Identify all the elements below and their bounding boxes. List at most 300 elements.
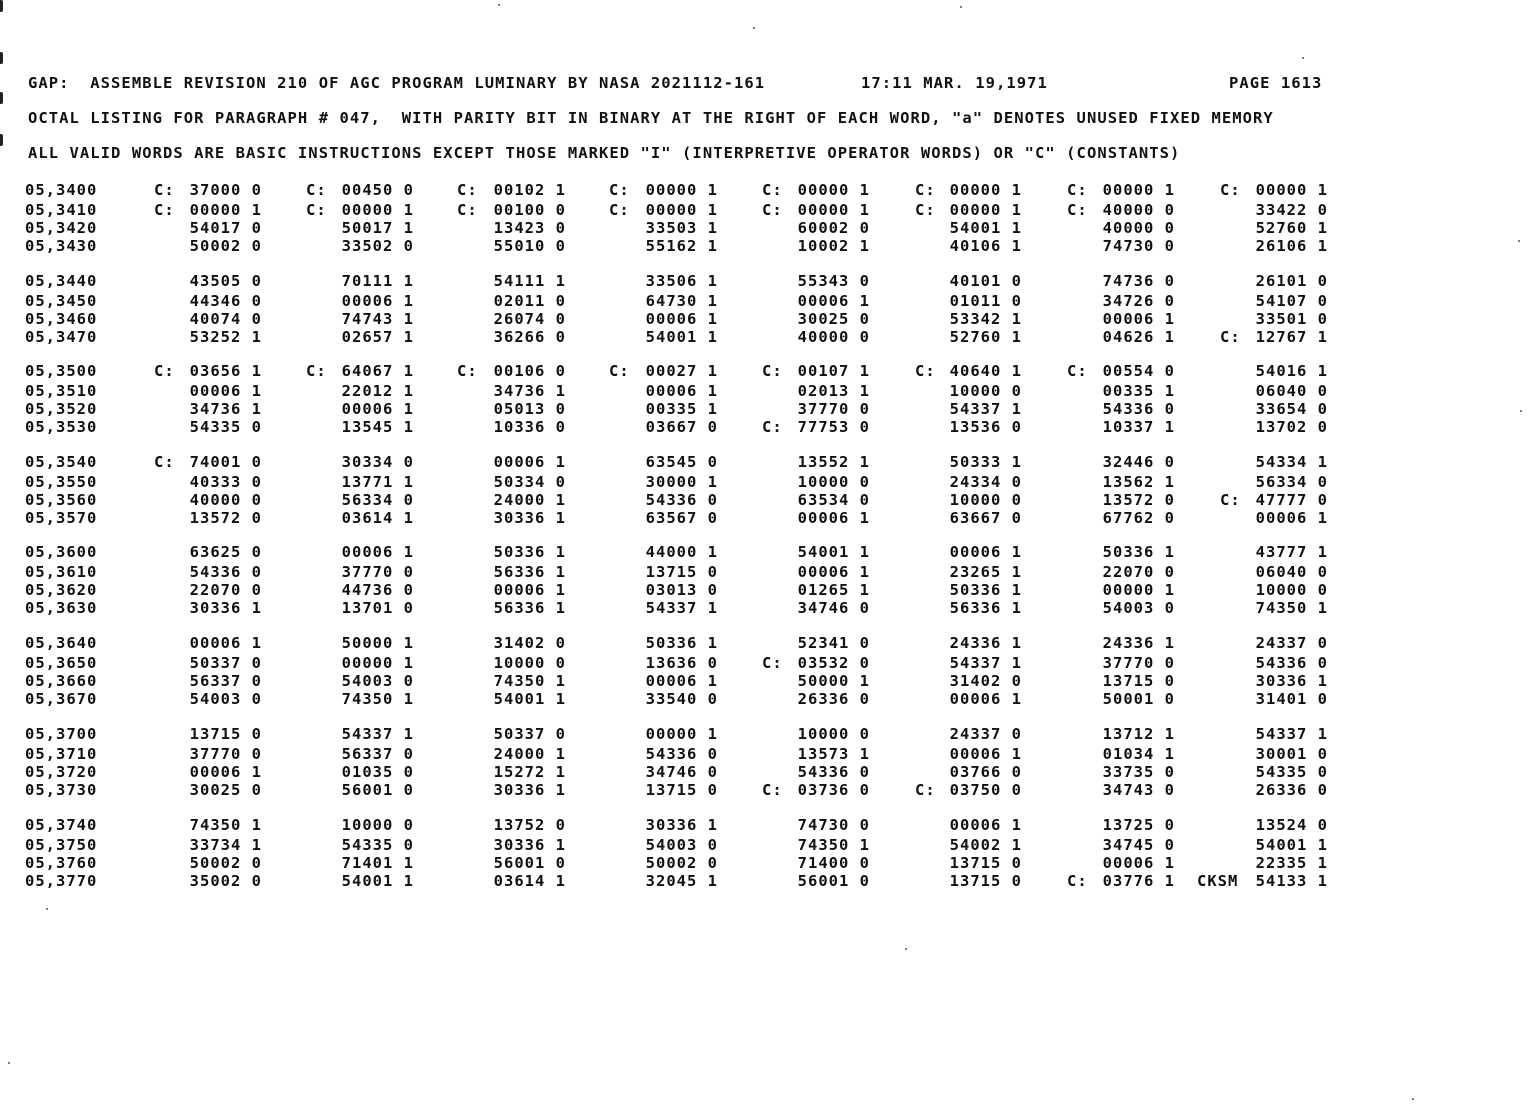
- assembly-timestamp: 17:11 MAR. 19,1971: [861, 74, 1048, 92]
- octal-word: 53252 1: [189, 328, 262, 346]
- octal-word: 50017 1: [341, 219, 414, 237]
- memory-address: 05,3710: [25, 745, 98, 763]
- octal-word: 03766 0: [949, 763, 1022, 781]
- memory-address: 05,3560: [25, 491, 98, 509]
- octal-word: 34746 0: [797, 599, 870, 617]
- constant-marker: C:: [306, 362, 327, 380]
- octal-word: 24337 0: [949, 725, 1022, 743]
- scan-speck: [8, 1062, 10, 1064]
- checksum-marker: CKSM: [1197, 872, 1239, 890]
- listing-row: [0, 781, 1530, 799]
- octal-word: 10000 0: [1255, 581, 1328, 599]
- scan-speck: [905, 948, 907, 950]
- octal-word: 03736 0: [797, 781, 870, 799]
- octal-word: 77753 0: [797, 418, 870, 436]
- octal-word: 55343 0: [797, 272, 870, 290]
- octal-word: 44736 0: [341, 581, 414, 599]
- scan-speck: [1412, 1098, 1414, 1100]
- octal-word: 00335 1: [645, 400, 718, 418]
- octal-word: 37770 0: [797, 400, 870, 418]
- octal-word: 33506 1: [645, 272, 718, 290]
- octal-word: 26101 0: [1255, 272, 1328, 290]
- memory-address: 05,3550: [25, 473, 98, 491]
- octal-word: 00000 1: [797, 201, 870, 219]
- memory-address: 05,3520: [25, 400, 98, 418]
- listing-header-line-3: ALL VALID WORDS ARE BASIC INSTRUCTIONS EXCEPT THOSE MARKED "I" (INTERPRETIVE OPERATOR WORDS) OR "C" (CONSTANTS): [28, 144, 1181, 162]
- constant-marker: C:: [1067, 362, 1088, 380]
- octal-word: 54111 1: [493, 272, 566, 290]
- octal-word: 37770 0: [341, 563, 414, 581]
- scan-speck: [753, 27, 755, 29]
- octal-word: 54337 1: [1255, 725, 1328, 743]
- octal-word: 56336 1: [493, 563, 566, 581]
- memory-address: 05,3760: [25, 854, 98, 872]
- octal-word: 30336 1: [645, 816, 718, 834]
- octal-word: 60002 0: [797, 219, 870, 237]
- octal-word: 01011 0: [949, 292, 1022, 310]
- memory-address: 05,3450: [25, 292, 98, 310]
- listing-row: [0, 690, 1530, 708]
- octal-word: 00554 0: [1102, 362, 1175, 380]
- octal-word: 30336 1: [493, 781, 566, 799]
- constant-marker: C:: [915, 181, 936, 199]
- scan-speck: [1518, 240, 1520, 242]
- octal-word: 26074 0: [493, 310, 566, 328]
- octal-word: 10000 0: [949, 382, 1022, 400]
- octal-word: 24000 1: [493, 491, 566, 509]
- octal-word: 00100 0: [493, 201, 566, 219]
- octal-word: 00006 1: [1102, 854, 1175, 872]
- memory-address: 05,3500: [25, 362, 98, 380]
- memory-address: 05,3720: [25, 763, 98, 781]
- octal-word: 30025 0: [189, 781, 262, 799]
- octal-word: 34743 0: [1102, 781, 1175, 799]
- octal-word: 54003 0: [189, 690, 262, 708]
- octal-word: 55010 0: [493, 237, 566, 255]
- octal-word: 24334 0: [949, 473, 1022, 491]
- octal-word: 34746 0: [645, 763, 718, 781]
- octal-word: 10000 0: [493, 654, 566, 672]
- octal-word: 02657 1: [341, 328, 414, 346]
- octal-word: 47777 0: [1255, 491, 1328, 509]
- octal-word: 67762 0: [1102, 509, 1175, 527]
- octal-word: 00000 1: [645, 201, 718, 219]
- listing-row: [0, 836, 1530, 854]
- octal-word: 40000 0: [797, 328, 870, 346]
- octal-word: 00006 1: [1102, 310, 1175, 328]
- octal-word: 54003 0: [1102, 599, 1175, 617]
- octal-word: 00006 1: [189, 763, 262, 781]
- octal-word: 74730 0: [1102, 237, 1175, 255]
- octal-word: 54335 0: [341, 836, 414, 854]
- scan-speck: [1302, 57, 1304, 59]
- octal-word: 54003 0: [645, 836, 718, 854]
- octal-word: 33503 1: [645, 219, 718, 237]
- octal-word: 24336 1: [949, 634, 1022, 652]
- octal-word: 13552 1: [797, 453, 870, 471]
- octal-word: 44346 0: [189, 292, 262, 310]
- scan-edge-mark: [0, 92, 3, 104]
- octal-word: 74350 1: [1255, 599, 1328, 617]
- memory-address: 05,3620: [25, 581, 98, 599]
- octal-word: 54003 0: [341, 672, 414, 690]
- octal-word: 54001 1: [797, 543, 870, 561]
- octal-word: 03776 1: [1102, 872, 1175, 890]
- listing-row: [0, 362, 1530, 380]
- scan-speck: [498, 4, 500, 6]
- octal-word: 50336 1: [1102, 543, 1175, 561]
- listing-row: [0, 328, 1530, 346]
- memory-address: 05,3540: [25, 453, 98, 471]
- octal-word: 56336 1: [493, 599, 566, 617]
- constant-marker: C:: [154, 362, 175, 380]
- octal-word: 30336 1: [493, 509, 566, 527]
- octal-word: 13701 0: [341, 599, 414, 617]
- memory-address: 05,3530: [25, 418, 98, 436]
- octal-word: 00006 1: [949, 745, 1022, 763]
- octal-word: 00000 1: [341, 201, 414, 219]
- octal-word: 50000 1: [797, 672, 870, 690]
- constant-marker: C:: [154, 453, 175, 471]
- octal-word: 74736 0: [1102, 272, 1175, 290]
- octal-word: 00000 1: [645, 181, 718, 199]
- octal-word: 33540 0: [645, 690, 718, 708]
- octal-word: 01034 1: [1102, 745, 1175, 763]
- octal-word: 53342 1: [949, 310, 1022, 328]
- octal-word: 50002 0: [189, 854, 262, 872]
- octal-word: 37000 0: [189, 181, 262, 199]
- octal-word: 54107 0: [1255, 292, 1328, 310]
- octal-word: 24337 0: [1255, 634, 1328, 652]
- octal-word: 50334 0: [493, 473, 566, 491]
- constant-marker: C:: [457, 181, 478, 199]
- octal-word: 13562 1: [1102, 473, 1175, 491]
- octal-word: 40000 0: [1102, 219, 1175, 237]
- listing-row: [0, 219, 1530, 237]
- octal-word: 32446 0: [1102, 453, 1175, 471]
- octal-word: 34745 0: [1102, 836, 1175, 854]
- constant-marker: C:: [1220, 328, 1241, 346]
- listing-row: [0, 854, 1530, 872]
- memory-address: 05,3750: [25, 836, 98, 854]
- octal-word: 55162 1: [645, 237, 718, 255]
- octal-word: 54337 1: [645, 599, 718, 617]
- octal-word: 40106 1: [949, 237, 1022, 255]
- constant-marker: C:: [306, 201, 327, 219]
- octal-word: 63667 0: [949, 509, 1022, 527]
- octal-word: 54016 1: [1255, 362, 1328, 380]
- octal-word: 52760 1: [1255, 219, 1328, 237]
- octal-word: 50001 0: [1102, 690, 1175, 708]
- octal-word: 10000 0: [797, 725, 870, 743]
- listing-row: [0, 654, 1530, 672]
- scan-edge-mark: [0, 134, 3, 146]
- octal-word: 37770 0: [189, 745, 262, 763]
- octal-word: 22070 0: [1102, 563, 1175, 581]
- octal-word: 00006 1: [645, 382, 718, 400]
- octal-word: 50337 0: [493, 725, 566, 743]
- octal-word: 33422 0: [1255, 201, 1328, 219]
- octal-word: 26336 0: [797, 690, 870, 708]
- octal-word: 00000 1: [949, 181, 1022, 199]
- octal-word: 34736 1: [493, 382, 566, 400]
- octal-word: 13712 1: [1102, 725, 1175, 743]
- constant-marker: C:: [1220, 491, 1241, 509]
- octal-word: 64067 1: [341, 362, 414, 380]
- octal-word: 00006 1: [493, 453, 566, 471]
- octal-word: 43505 0: [189, 272, 262, 290]
- octal-word: 30336 1: [189, 599, 262, 617]
- octal-word: 10000 0: [949, 491, 1022, 509]
- octal-word: 13715 0: [645, 563, 718, 581]
- octal-word: 54001 1: [645, 328, 718, 346]
- listing-row: [0, 543, 1530, 561]
- octal-word: 00006 1: [797, 563, 870, 581]
- octal-word: 00335 1: [1102, 382, 1175, 400]
- memory-address: 05,3640: [25, 634, 98, 652]
- octal-word: 00006 1: [341, 543, 414, 561]
- octal-word: 56001 0: [797, 872, 870, 890]
- octal-word: 30001 0: [1255, 745, 1328, 763]
- octal-word: 13524 0: [1255, 816, 1328, 834]
- octal-word: 63567 0: [645, 509, 718, 527]
- constant-marker: C:: [762, 201, 783, 219]
- constant-marker: C:: [1067, 181, 1088, 199]
- memory-address: 05,3770: [25, 872, 98, 890]
- octal-word: 03750 0: [949, 781, 1022, 799]
- listing-row: [0, 491, 1530, 509]
- scan-speck: [960, 6, 962, 8]
- octal-word: 03667 0: [645, 418, 718, 436]
- octal-word: 34736 1: [189, 400, 262, 418]
- octal-word: 13715 0: [949, 872, 1022, 890]
- octal-word: 00000 1: [1102, 581, 1175, 599]
- octal-word: 23265 1: [949, 563, 1022, 581]
- octal-word: 00006 1: [949, 543, 1022, 561]
- listing-row: [0, 725, 1530, 743]
- octal-word: 00006 1: [797, 292, 870, 310]
- octal-word: 33735 0: [1102, 763, 1175, 781]
- octal-word: 40640 1: [949, 362, 1022, 380]
- octal-word: 50002 0: [645, 854, 718, 872]
- octal-word: 50002 0: [189, 237, 262, 255]
- octal-word: 00000 1: [189, 201, 262, 219]
- octal-word: 56001 0: [493, 854, 566, 872]
- octal-word: 52760 1: [949, 328, 1022, 346]
- octal-word: 24000 1: [493, 745, 566, 763]
- octal-word: 00000 1: [645, 725, 718, 743]
- octal-word: 50000 1: [341, 634, 414, 652]
- octal-word: 54336 0: [645, 491, 718, 509]
- octal-word: 30334 0: [341, 453, 414, 471]
- constant-marker: C:: [762, 654, 783, 672]
- octal-word: 74350 1: [797, 836, 870, 854]
- octal-word: 15272 1: [493, 763, 566, 781]
- constant-marker: C:: [1067, 201, 1088, 219]
- listing-row: [0, 292, 1530, 310]
- octal-word: 13725 0: [1102, 816, 1175, 834]
- octal-word: 71401 1: [341, 854, 414, 872]
- octal-word: 13572 0: [189, 509, 262, 527]
- octal-word: 13572 0: [1102, 491, 1175, 509]
- constant-marker: C:: [306, 181, 327, 199]
- octal-word: 00006 1: [189, 382, 262, 400]
- octal-word: 32045 1: [645, 872, 718, 890]
- constant-marker: C:: [915, 201, 936, 219]
- listing-row: [0, 816, 1530, 834]
- octal-word: 71400 0: [797, 854, 870, 872]
- octal-word: 50336 1: [645, 634, 718, 652]
- octal-word: 22012 1: [341, 382, 414, 400]
- octal-word: 56334 0: [1255, 473, 1328, 491]
- memory-address: 05,3470: [25, 328, 98, 346]
- octal-word: 31401 0: [1255, 690, 1328, 708]
- memory-address: 05,3650: [25, 654, 98, 672]
- octal-word: 12767 1: [1255, 328, 1328, 346]
- memory-address: 05,3630: [25, 599, 98, 617]
- constant-marker: C:: [762, 181, 783, 199]
- octal-word: 64730 1: [645, 292, 718, 310]
- memory-address: 05,3440: [25, 272, 98, 290]
- constant-marker: C:: [762, 418, 783, 436]
- octal-word: 54336 0: [1102, 400, 1175, 418]
- octal-word: 54337 1: [949, 654, 1022, 672]
- listing-row: [0, 763, 1530, 781]
- listing-row: [0, 272, 1530, 290]
- memory-address: 05,3700: [25, 725, 98, 743]
- octal-word: 30025 0: [797, 310, 870, 328]
- octal-word: 74350 1: [341, 690, 414, 708]
- octal-word: 00006 1: [949, 816, 1022, 834]
- listing-row: [0, 473, 1530, 491]
- octal-word: 37770 0: [1102, 654, 1175, 672]
- octal-word: 54133 1: [1255, 872, 1328, 890]
- octal-word: 01035 0: [341, 763, 414, 781]
- memory-address: 05,3610: [25, 563, 98, 581]
- octal-word: 30000 1: [645, 473, 718, 491]
- octal-word: 00006 1: [341, 400, 414, 418]
- octal-word: 43777 1: [1255, 543, 1328, 561]
- octal-word: 01265 1: [797, 581, 870, 599]
- listing-row: [0, 382, 1530, 400]
- octal-word: 30336 1: [493, 836, 566, 854]
- constant-marker: C:: [609, 201, 630, 219]
- octal-word: 74001 0: [189, 453, 262, 471]
- octal-word: 00000 1: [949, 201, 1022, 219]
- listing-row: [0, 509, 1530, 527]
- constant-marker: C:: [609, 181, 630, 199]
- octal-word: 00102 1: [493, 181, 566, 199]
- octal-word: 56336 1: [949, 599, 1022, 617]
- octal-word: 13752 0: [493, 816, 566, 834]
- memory-address: 05,3730: [25, 781, 98, 799]
- octal-word: 24336 1: [1102, 634, 1175, 652]
- octal-word: 00000 1: [1255, 181, 1328, 199]
- octal-word: 40333 0: [189, 473, 262, 491]
- octal-word: 10336 0: [493, 418, 566, 436]
- octal-word: 54002 1: [949, 836, 1022, 854]
- scan-edge-mark: [0, 52, 3, 64]
- octal-word: 13771 1: [341, 473, 414, 491]
- listing-row: [0, 872, 1530, 890]
- octal-word: 26106 1: [1255, 237, 1328, 255]
- octal-word: 63545 0: [645, 453, 718, 471]
- octal-word: 54335 0: [1255, 763, 1328, 781]
- octal-word: 54001 1: [1255, 836, 1328, 854]
- octal-word: 31402 0: [493, 634, 566, 652]
- scan-speck: [46, 908, 48, 910]
- listing-row: [0, 672, 1530, 690]
- octal-word: 13715 0: [949, 854, 1022, 872]
- octal-word: 00006 1: [493, 581, 566, 599]
- scan-speck: [1520, 410, 1522, 412]
- octal-word: 26336 0: [1255, 781, 1328, 799]
- memory-address: 05,3660: [25, 672, 98, 690]
- constant-marker: C:: [1067, 872, 1088, 890]
- octal-word: 50333 1: [949, 453, 1022, 471]
- octal-word: 30336 1: [1255, 672, 1328, 690]
- listing-row: [0, 418, 1530, 436]
- octal-word: 13423 0: [493, 219, 566, 237]
- constant-marker: C:: [915, 362, 936, 380]
- octal-word: 00000 1: [1102, 181, 1175, 199]
- octal-word: 03614 1: [493, 872, 566, 890]
- octal-word: 04626 1: [1102, 328, 1175, 346]
- octal-word: 00027 1: [645, 362, 718, 380]
- memory-address: 05,3400: [25, 181, 98, 199]
- octal-word: 13536 0: [949, 418, 1022, 436]
- octal-word: 00106 0: [493, 362, 566, 380]
- octal-word: 13715 0: [189, 725, 262, 743]
- octal-word: 00107 1: [797, 362, 870, 380]
- memory-address: 05,3510: [25, 382, 98, 400]
- listing-row: [0, 310, 1530, 328]
- octal-word: 56337 0: [189, 672, 262, 690]
- octal-word: 63534 0: [797, 491, 870, 509]
- octal-word: 74350 1: [189, 816, 262, 834]
- octal-word: 63625 0: [189, 543, 262, 561]
- listing-row: [0, 599, 1530, 617]
- octal-word: 54334 1: [1255, 453, 1328, 471]
- listing-row: [0, 400, 1530, 418]
- octal-word: 33654 0: [1255, 400, 1328, 418]
- octal-word: 50337 0: [189, 654, 262, 672]
- octal-word: 00006 1: [949, 690, 1022, 708]
- octal-word: 10337 1: [1102, 418, 1175, 436]
- listing-header-line-2: OCTAL LISTING FOR PARAGRAPH # 047, WITH PARITY BIT IN BINARY AT THE RIGHT OF EACH WORD, "a" DENOTES UNUSED FIXED MEMORY: [28, 109, 1274, 127]
- octal-word: 56337 0: [341, 745, 414, 763]
- octal-word: 36266 0: [493, 328, 566, 346]
- octal-word: 40074 0: [189, 310, 262, 328]
- octal-word: 44000 1: [645, 543, 718, 561]
- octal-word: 54001 1: [493, 690, 566, 708]
- octal-word: 13715 0: [1102, 672, 1175, 690]
- octal-word: 06040 0: [1255, 563, 1328, 581]
- octal-word: 54017 0: [189, 219, 262, 237]
- octal-word: 22070 0: [189, 581, 262, 599]
- octal-word: 74730 0: [797, 816, 870, 834]
- constant-marker: C:: [609, 362, 630, 380]
- memory-address: 05,3420: [25, 219, 98, 237]
- listing-row: [0, 453, 1530, 471]
- octal-word: 00000 1: [797, 181, 870, 199]
- constant-marker: C:: [762, 362, 783, 380]
- octal-word: 74743 1: [341, 310, 414, 328]
- scan-edge-mark: [0, 0, 3, 12]
- octal-word: 74350 1: [493, 672, 566, 690]
- octal-word: 00450 0: [341, 181, 414, 199]
- listing-row: [0, 181, 1530, 199]
